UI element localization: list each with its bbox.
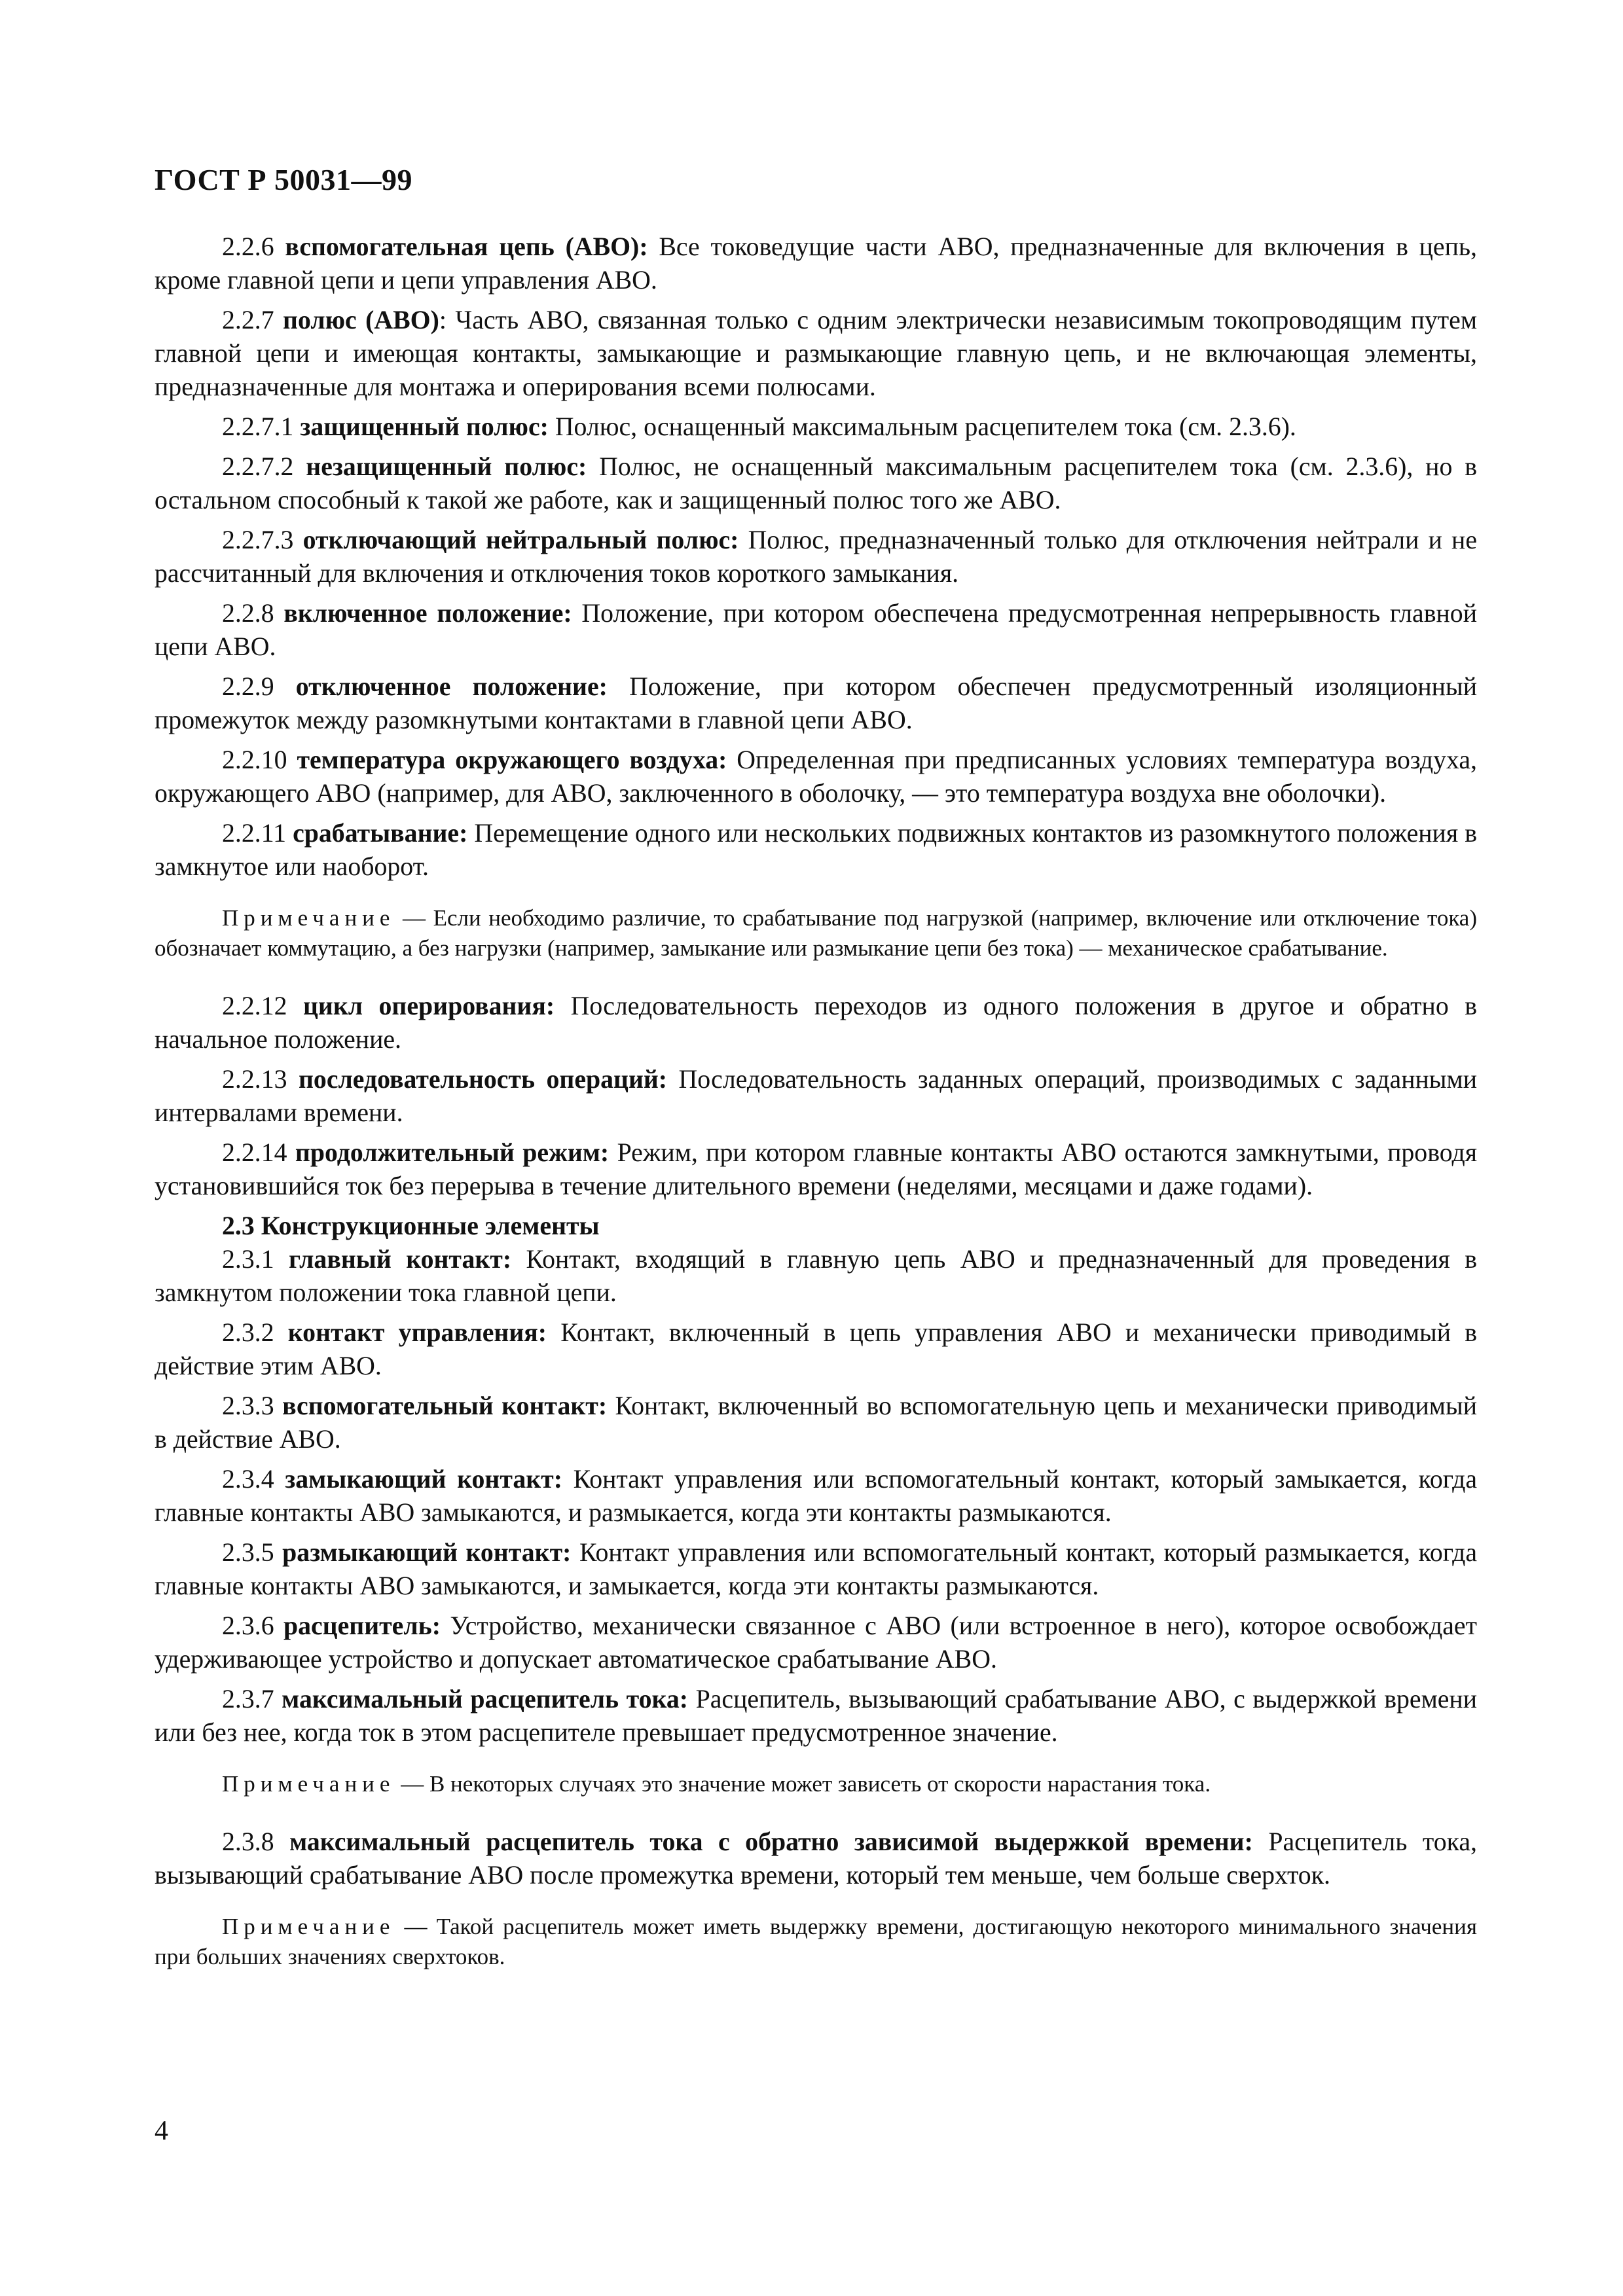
definition-text: Все токоведущие части АВО, предназначенные для включения в цепь, кроме главной цепи и цепи управления АВО. bbox=[155, 232, 1477, 295]
definition-text: Полюс, предназначенный только для отключения нейтрали и не рассчитанный для включения и отключения токов короткого замыкания. bbox=[155, 526, 1477, 588]
definition-text: Расцепитель, вызывающий срабатывание АВО, с выдержкой времени или без нее, когда ток в этом расцепителе превышает предусмотренное значение. bbox=[155, 1685, 1478, 1747]
definition-text: Последовательность переходов из одного положения в другое и обратно в начальное положение. bbox=[155, 992, 1477, 1054]
clause-number: 2.3.2 bbox=[222, 1318, 274, 1347]
definition-text: Последовательность заданных операций, производимых с заданными интервалами времени. bbox=[155, 1065, 1478, 1127]
clause-number: 2.2.14 bbox=[222, 1138, 287, 1167]
term-name: отключающий нейтральный полюс: bbox=[302, 526, 739, 554]
definition-text: Положение, при котором обеспечен предусмотренный изоляционный промежуток между разомкнутыми контактами в главной цепи АВО. bbox=[155, 672, 1477, 734]
term-name: контакт управления: bbox=[287, 1318, 547, 1347]
note bbox=[155, 1912, 1477, 1972]
term-name: вспомогательный контакт: bbox=[282, 1391, 608, 1420]
clause-number: 2.2.12 bbox=[222, 992, 287, 1020]
term-definition bbox=[155, 230, 1477, 297]
term-definition bbox=[155, 304, 1477, 404]
term-name: срабатывание: bbox=[293, 819, 468, 848]
term-definition bbox=[155, 524, 1477, 590]
clause-number: 2.3.7 bbox=[222, 1685, 274, 1713]
clause-number: 2.2.11 bbox=[222, 819, 287, 848]
definition-text: Контакт, включенный в цепь управления АВО и механически приводимый в действие этим АВО. bbox=[155, 1318, 1477, 1380]
document-body bbox=[155, 230, 1477, 1998]
term-definition bbox=[155, 1825, 1477, 1892]
definition-text: Контакт управления или вспомогательный контакт, который замыкается, когда главные контакты АВО замыкаются, и размыкается, когда эти контакты размыкаются. bbox=[155, 1465, 1478, 1527]
clause-number: 2.3.1 bbox=[222, 1245, 274, 1274]
definition-text: : Часть АВО, связанная только с одним электрически независимым токопроводящим путем главной цепи и имеющая контакты, замыкающие и размыкающие главную цепь, и не включающая элементы, предназначенные для монтажа и оперирования всеми полюсами. bbox=[155, 306, 1478, 401]
definition-text: Расцепитель тока, вызывающий срабатывание АВО после промежутка времени, который тем меньше, чем больше сверхток. bbox=[155, 1827, 1478, 1890]
clause-number: 2.3.6 bbox=[222, 1611, 274, 1640]
term-name: защищенный полюс: bbox=[300, 412, 549, 441]
term-definition bbox=[155, 1683, 1477, 1749]
note-label: Примечание bbox=[222, 905, 395, 931]
term-name: полюс (АВО) bbox=[283, 306, 439, 334]
term-definition bbox=[155, 450, 1477, 517]
note bbox=[155, 1769, 1477, 1799]
term-definition bbox=[155, 744, 1477, 810]
clause-number: 2.2.9 bbox=[222, 672, 274, 701]
note-label: Примечание bbox=[222, 1914, 395, 1939]
term-name: незащищенный полюс: bbox=[306, 452, 587, 481]
clause-number: 2.2.6 bbox=[222, 232, 274, 261]
term-definition bbox=[155, 990, 1477, 1056]
clause-number: 2.2.7.3 bbox=[222, 526, 294, 554]
definition-text: Контакт, входящий в главную цепь АВО и предназначенный для проведения в замкнутом положении тока главной цепи. bbox=[155, 1245, 1478, 1307]
note-text: — Такой расцепитель может иметь выдержку времени, достигающую некоторого минимального значения при больших значениях сверхтоков. bbox=[155, 1914, 1477, 1969]
clause-number: 2.3.5 bbox=[222, 1538, 274, 1567]
definition-text: Контакт, включенный во вспомогательную цепь и механически приводимый в действие АВО. bbox=[155, 1391, 1478, 1454]
term-name: главный контакт: bbox=[289, 1245, 512, 1274]
term-definition bbox=[155, 410, 1477, 444]
term-definition bbox=[155, 1536, 1477, 1603]
clause-number: 2.3.4 bbox=[222, 1465, 274, 1494]
section-heading: 2.3 Конструкционные элементы bbox=[222, 1211, 600, 1240]
term-name: продолжительный режим: bbox=[295, 1138, 610, 1167]
term-name: максимальный расцепитель тока с обратно зависимой выдержкой времени: bbox=[289, 1827, 1253, 1856]
term-definition bbox=[155, 1136, 1477, 1203]
term-name: расцепитель: bbox=[283, 1611, 441, 1640]
clause-number: 2.2.10 bbox=[222, 745, 287, 774]
term-name: цикл оперирования: bbox=[302, 992, 555, 1020]
term-name: вспомогательная цепь (АВО): bbox=[285, 232, 648, 261]
definition-text: Перемещение одного или нескольких подвижных контактов из разомкнутого положения в замкнутое или наоборот. bbox=[155, 819, 1478, 881]
clause-number: 2.3.3 bbox=[222, 1391, 274, 1420]
term-definition bbox=[155, 1063, 1477, 1130]
definition-text: Режим, при котором главные контакты АВО остаются замкнутыми, проводя установившийся ток без перерыва в течение длительного времени (неделями, месяцами и даже годами). bbox=[155, 1138, 1478, 1200]
clause-number: 2.2.7 bbox=[222, 306, 274, 334]
definition-text: Контакт управления или вспомогательный контакт, который размыкается, когда главные контакты АВО замыкаются, и замыкается, когда эти контакты размыкаются. bbox=[155, 1538, 1477, 1600]
definition-text: Определенная при предписанных условиях температура воздуха, окружающего АВО (например, для АВО, заключенного в оболочку, — это температура воздуха вне оболочки). bbox=[155, 745, 1477, 808]
term-definition bbox=[155, 1463, 1477, 1530]
term-name: отключенное положение: bbox=[295, 672, 608, 701]
clause-number: 2.2.8 bbox=[222, 599, 274, 628]
term-definition bbox=[155, 1316, 1477, 1383]
note-text: — В некоторых случаях это значение может зависеть от скорости нарастания тока. bbox=[401, 1771, 1211, 1797]
note-label: Примечание bbox=[222, 1771, 395, 1797]
term-definition bbox=[155, 1243, 1477, 1310]
clause-number: 2.2.7.1 bbox=[222, 412, 294, 441]
page-number: 4 bbox=[155, 2116, 168, 2146]
definition-text: Полюс, не оснащенный максимальным расцепителем тока (см. 2.3.6), но в остальном способный к такой же работе, как и защищенный полюс того же АВО. bbox=[155, 452, 1477, 514]
term-name: максимальный расцепитель тока: bbox=[282, 1685, 689, 1713]
term-name: замыкающий контакт: bbox=[285, 1465, 562, 1494]
definition-text: Полюс, оснащенный максимальным расцепителем тока (см. 2.3.6). bbox=[555, 412, 1296, 441]
term-name: последовательность операций: bbox=[298, 1065, 668, 1094]
term-name: размыкающий контакт: bbox=[282, 1538, 572, 1567]
note-text: — Если необходимо различие, то срабатывание под нагрузкой (например, включение или отключение тока) обозначает коммутацию, а без нагрузки (например, замыкание или размыкание цепи без тока) — механическое срабатывание. bbox=[155, 905, 1478, 961]
definition-text: Положение, при котором обеспечена предусмотренная непрерывность главной цепи АВО. bbox=[155, 599, 1477, 661]
term-name: температура окружающего воздуха: bbox=[297, 745, 727, 774]
term-definition bbox=[155, 670, 1477, 737]
definition-text: Устройство, механически связанное с АВО (или встроенное в него), которое освобождает удерживающее устройство и допускает автоматическое срабатывание АВО. bbox=[155, 1611, 1477, 1674]
term-definition bbox=[155, 1609, 1477, 1676]
term-definition bbox=[155, 597, 1477, 664]
page-header-standard-number: ГОСТ Р 50031—99 bbox=[155, 163, 412, 196]
term-definition bbox=[155, 1390, 1477, 1456]
clause-number: 2.2.7.2 bbox=[222, 452, 294, 481]
clause-number: 2.3.8 bbox=[222, 1827, 274, 1856]
term-definition bbox=[155, 817, 1477, 884]
clause-number: 2.2.13 bbox=[222, 1065, 287, 1094]
note bbox=[155, 903, 1477, 963]
term-name: включенное положение: bbox=[283, 599, 572, 628]
